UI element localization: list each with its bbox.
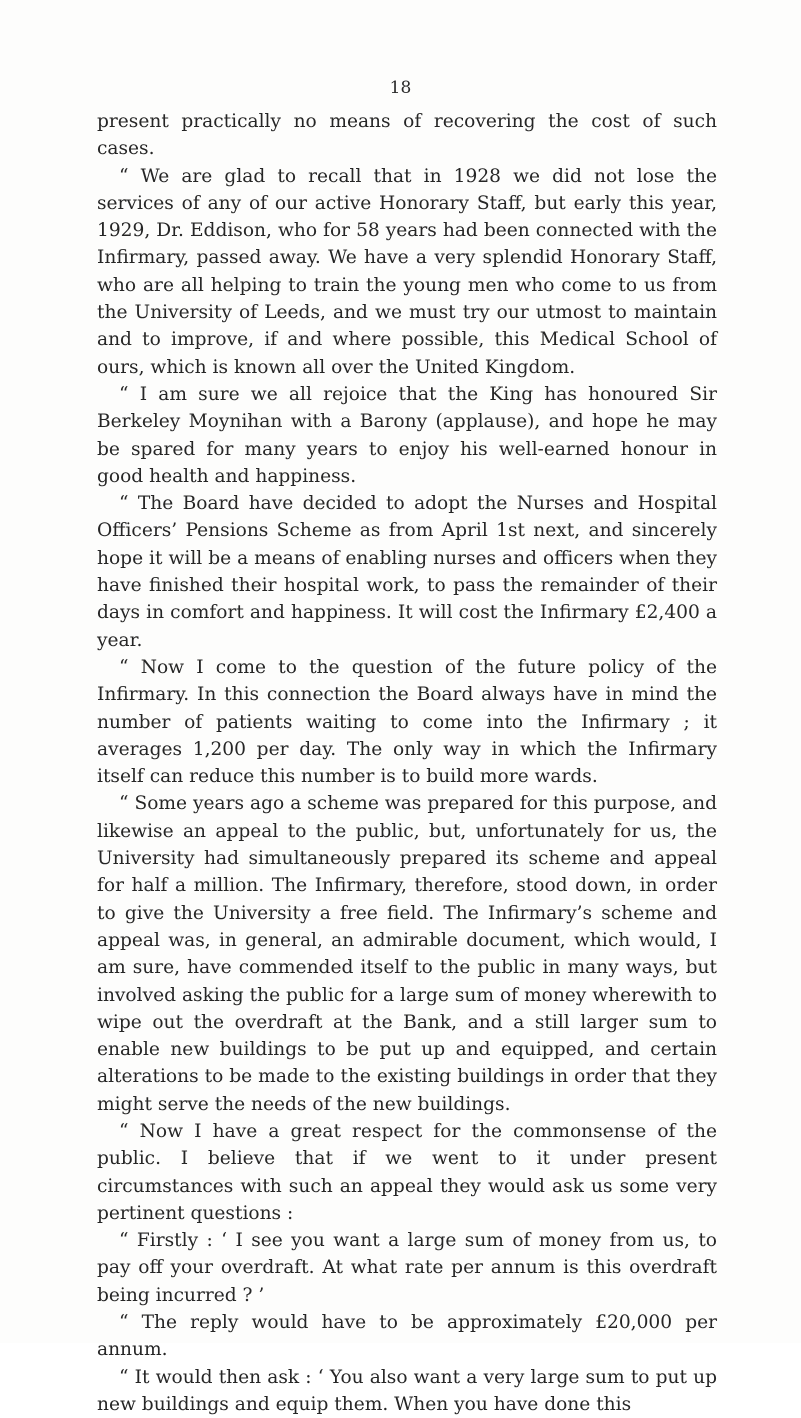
paragraph-pensions-scheme: “ The Board have decided to adopt the Nurses and Hospital Officers’ Pensions Scheme as from April 1st next, and sincerely hope it will be a means of enabling nurses and officers when they have finished their hospital work, to pass the remainder of their days in comfort and happiness. It will cost the Infirmary £2,400 a year. [97,493,717,651]
paragraph-honorary-staff: “ We are glad to recall that in 1928 we did not lose the services of any of our active Honorary Staff, but early this year, 1929, Dr. Eddison, who for 58 years had been connected with the Infirmary, passed away. We have a very splendid Honorary Staff, who are all helping to train the young men who come to us from the University of Leeds, and we must try our utmost to maintain and to improve, if and where possible, this Medical School of ours, which is known all over the United Kingdom. [97,165,717,378]
paragraph-ask: “ It would then ask : ‘ You also want a very large sum to put up new buildings and equip them. When you have done this [97,1366,717,1415]
paragraph-continuation: present practically no means of recovering the cost of such cases. [97,111,717,160]
body-text [97,108,717,1418]
paragraph-firstly: “ Firstly : ‘ I see you want a large sum of money from us, to pay off your overdraft. At what rate per annum is this overdraft being incurred ? ’ [97,1230,717,1306]
paragraph-reply: “ The reply would have to be approximately £20,000 per annum. [97,1312,717,1361]
page-number: 18 [389,78,412,98]
paragraph-scheme-appeal: “ Some years ago a scheme was prepared for this purpose, and likewise an appeal to the public, but, unfortunately for us, the University had simultaneously prepared its scheme and appeal for half a million. The Infirmary, therefore, stood down, in order to give the University a free field. The Infirmary’s scheme and appeal was, in general, an admirable document, which would, I am sure, have commended itself to the public in many ways, but involved asking the public for a large sum of money wherewith to wipe out the overdraft at the Bank, and a still larger sum to enable new buildings to be put up and equipped, and certain alterations to be made to the existing buildings in order that they might serve the needs of the new buildings. [97,793,717,1115]
paragraph-commonsense: “ Now I have a great respect for the commonsense of the public. I believe that if we went to it under present circumstances with such an appeal they would ask us some very pertinent questions : [97,1120,717,1224]
paragraph-future-policy: “ Now I come to the question of the future policy of the Infirmary. In this connection the Board always have in mind the number of patients waiting to come into the Infirmary ; it averages 1,200 per day. The only way in which the Infirmary itself can reduce this number is to build more wards. [97,656,717,788]
paragraph-barony: “ I am sure we all rejoice that the King has honoured Sir Berkeley Moynihan with a Barony (applause), and hope he may be spared for many years to enjoy his well-earned honour in good health and happiness. [97,383,717,487]
